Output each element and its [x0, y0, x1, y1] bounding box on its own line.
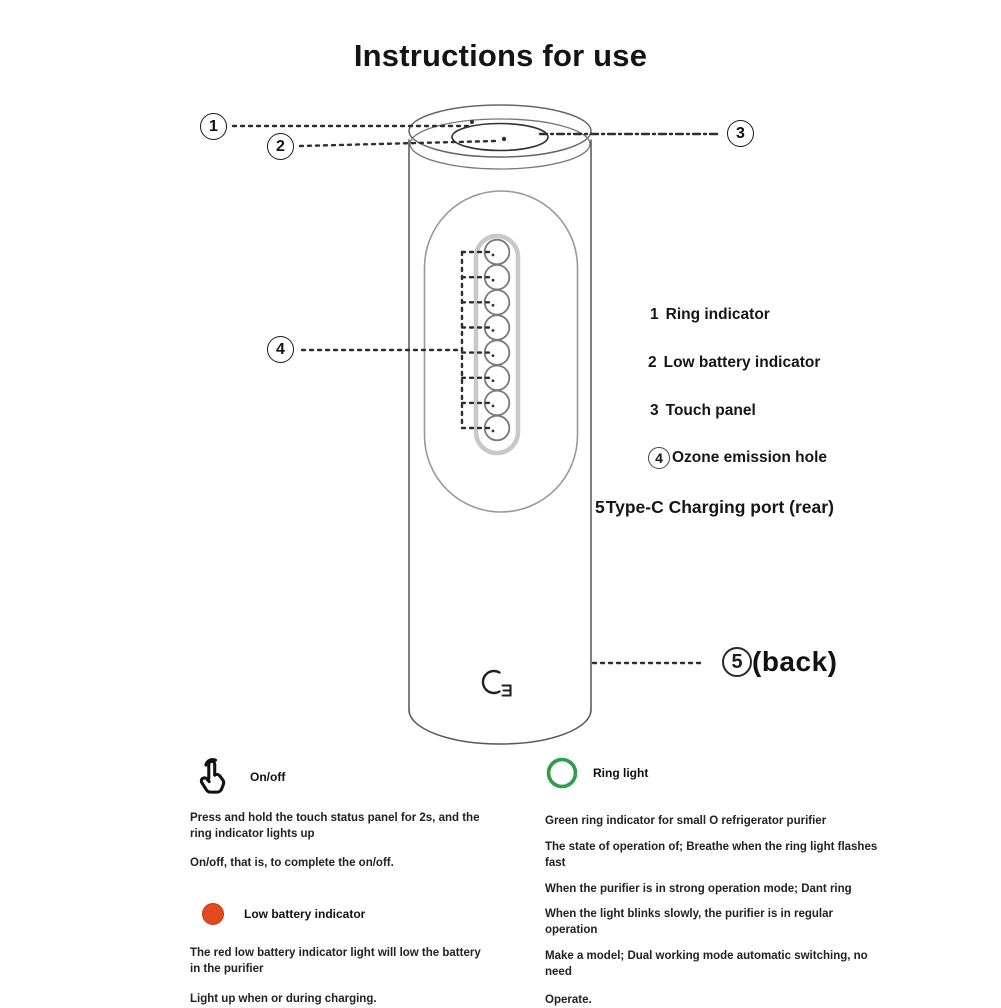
legend-item-charging-port — [595, 497, 834, 518]
legend-num-circled: 4 — [648, 447, 670, 469]
section-on-off — [190, 752, 490, 1008]
ring-light-text-1: Green ring indicator for small O refrigerator purifier — [545, 815, 827, 827]
legend-label: Touch panel — [665, 402, 756, 419]
ring-light-text-6: Operate. — [545, 993, 592, 1006]
back-callout-5: 5 — [722, 647, 752, 677]
o3-logo-circle — [483, 671, 500, 693]
ring-light-text-5: Make a model; Dual working mode automatic switching, no need — [545, 949, 868, 978]
on-off-label: On/off — [250, 770, 286, 784]
callout-2 — [267, 133, 294, 160]
ring-light-text-2: The state of operation of; Breathe when the ring light flashes fast — [545, 841, 878, 870]
callout-4-num: 4 — [276, 340, 285, 358]
o3-logo — [483, 671, 511, 696]
page-title: Instructions for use — [353, 38, 648, 73]
low-battery-dot-icon — [201, 902, 225, 926]
ring-light-text-4: When the light blinks slowly, the purifier is in regular operation — [545, 908, 833, 937]
callout-2-num: 2 — [276, 137, 285, 155]
low-battery-header — [190, 893, 490, 935]
low-battery-label: Low battery indicator — [244, 907, 366, 922]
legend-label: Ring indicator — [665, 306, 770, 323]
on-off-text-2: On/off, that is, to complete the on/off. — [190, 857, 394, 870]
legend-num: 1 — [650, 306, 659, 323]
callout-1 — [200, 113, 227, 140]
device-top-rim-outer — [409, 105, 591, 157]
ring-light-label: Ring light — [593, 766, 649, 780]
on-off-header — [190, 752, 490, 802]
callout-1-num: 1 — [209, 117, 218, 135]
legend-label: Ozone emission hole — [672, 449, 828, 466]
legend-label: Low battery indicator — [663, 354, 821, 371]
leader-line-2 — [300, 141, 495, 146]
back-text: (back) — [752, 646, 838, 677]
legend-item-touch-panel — [650, 402, 756, 420]
legend-item-low-battery — [648, 354, 820, 372]
low-battery-text-2: Light up when or during charging. — [190, 993, 377, 1006]
ring-light-header — [545, 753, 885, 793]
ring-indicator-ellipse — [452, 124, 548, 151]
callout-3 — [727, 120, 754, 147]
section-ring-light — [545, 753, 885, 1008]
callout-4 — [267, 336, 294, 363]
legend-item-ring-indicator — [650, 306, 770, 324]
ring-light-text-3: When the purifier is in strong operation mode; Dant ring — [545, 883, 852, 896]
o3-logo-glyph — [503, 686, 511, 696]
legend-num: 5 — [595, 497, 605, 517]
legend-num: 3 — [650, 402, 659, 419]
ozone-holes — [485, 240, 510, 441]
callout-3-num: 3 — [736, 124, 745, 142]
back-label — [722, 646, 837, 678]
legend-item-ozone-hole — [648, 447, 827, 469]
legend-num: 2 — [648, 354, 657, 371]
legend-label: Type-C Charging port (rear) — [605, 497, 834, 517]
low-battery-text-1: The red low battery indicator light will low the battery in the purifier — [190, 947, 481, 976]
ring-light-icon — [545, 756, 579, 790]
on-off-text-1: Press and hold the touch status panel for 2s, and the ring indicator lights up — [190, 812, 480, 841]
tap-hand-icon — [190, 754, 236, 800]
device-bottom-arc — [409, 710, 591, 744]
